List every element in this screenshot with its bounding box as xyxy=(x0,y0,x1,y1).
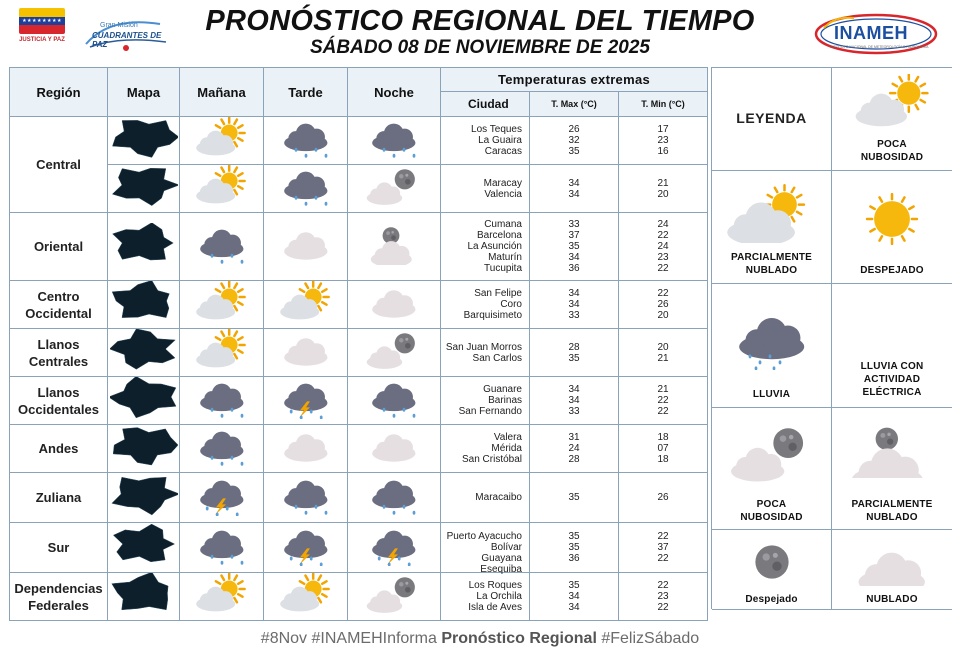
night-forecast-cell xyxy=(348,425,441,473)
gov-logo xyxy=(14,8,70,56)
legend-label xyxy=(712,593,831,606)
tmax-value: 34 xyxy=(568,299,580,310)
tmin-value: 16 xyxy=(657,146,669,157)
tmax-values xyxy=(530,573,619,621)
partly-icon xyxy=(276,281,336,328)
city-list xyxy=(441,425,530,473)
city-name: Barcelona xyxy=(476,230,522,241)
tmax-value: 34 xyxy=(568,602,580,613)
tmax-value: 28 xyxy=(568,341,580,353)
tmax-values xyxy=(530,281,619,329)
legend-label xyxy=(712,251,831,277)
tmin-value: 20 xyxy=(657,188,669,200)
tmin-values xyxy=(619,281,708,329)
tmax-value: 33 xyxy=(568,310,580,321)
morning-forecast-cell xyxy=(180,281,264,329)
legend-label-line: ACTIVIDAD xyxy=(863,374,921,385)
region-name-line: Occidental xyxy=(25,305,92,321)
rain-icon xyxy=(364,474,424,521)
tmax-values xyxy=(530,523,619,573)
table-row xyxy=(10,281,708,329)
legend-label-line: LLUVIA xyxy=(752,389,791,400)
region-name-line: Occidentales xyxy=(18,401,99,417)
city-name: Maturín xyxy=(488,252,522,263)
tmax-values xyxy=(530,165,619,213)
moon-few-icon xyxy=(364,165,424,212)
legend-label-line: Despejado xyxy=(745,594,798,605)
region-map-icon xyxy=(108,473,180,523)
morning-forecast-cell xyxy=(180,377,264,425)
city-name: Los Teques xyxy=(471,124,522,135)
region-map-icon xyxy=(108,165,180,213)
tmax-values xyxy=(530,329,619,377)
tmin-values xyxy=(619,117,708,165)
storm-icon xyxy=(364,524,424,571)
region-name-line: Centrales xyxy=(28,353,89,369)
tmin-values xyxy=(619,213,708,281)
tmin-values xyxy=(619,329,708,377)
tmin-value: 24 xyxy=(657,241,669,252)
table-row xyxy=(10,377,708,425)
tmax-value: 34 xyxy=(568,252,580,263)
cuadrantes-line2: CUADRANTES DE PAZ xyxy=(92,31,162,49)
morning-forecast-cell xyxy=(180,165,264,213)
header-map: Mapa xyxy=(108,68,180,117)
legend-label xyxy=(712,498,831,524)
tmin-value: 22 xyxy=(657,406,669,417)
city-name: Los Roques xyxy=(468,580,522,591)
forecast-table xyxy=(9,67,708,621)
city-name: San Carlos xyxy=(472,352,522,364)
tmax-value: 33 xyxy=(568,219,580,230)
header-tmax: T. Max (°C) xyxy=(530,92,619,117)
region-name-line: Central xyxy=(36,157,81,172)
tmax-value: 34 xyxy=(568,591,580,602)
rain-icon xyxy=(364,117,424,164)
legend-few-clouds-icon xyxy=(850,74,934,137)
legend-cloudy-icon xyxy=(846,540,938,591)
partly-icon xyxy=(192,573,252,620)
tmin-value: 18 xyxy=(657,454,669,465)
tmax-value: 34 xyxy=(568,188,580,200)
region-name xyxy=(10,425,108,473)
region-name xyxy=(10,473,108,523)
legend-item xyxy=(712,530,832,610)
tmax-value: 35 xyxy=(568,492,580,503)
city-name: Isla de Aves xyxy=(468,602,522,613)
city-list xyxy=(441,573,530,621)
region-name xyxy=(10,117,108,213)
night-forecast-cell xyxy=(348,377,441,425)
table-row xyxy=(10,425,708,473)
region-name-line: Andes xyxy=(38,441,79,456)
city-name: Caracas xyxy=(484,146,522,157)
city-name: Bolívar xyxy=(490,542,522,553)
city-list xyxy=(441,523,530,573)
afternoon-forecast-cell xyxy=(264,117,348,165)
legend-partly-icon xyxy=(720,181,824,248)
legend-panel xyxy=(711,67,952,609)
page-title-block xyxy=(180,6,780,59)
tmax-value: 35 xyxy=(568,352,580,364)
tmax-values xyxy=(530,473,619,523)
region-name-line: Dependencias xyxy=(14,580,103,596)
cuadrantes-logo xyxy=(80,14,172,52)
page-date: SÁBADO 08 DE NOVIEMBRE DE 2025 xyxy=(310,37,650,58)
legend-item xyxy=(832,68,952,171)
rain-icon xyxy=(192,524,252,571)
legend-label-line: PARCIALMENTE xyxy=(730,252,813,263)
city-list xyxy=(441,473,530,523)
city-name: Valera xyxy=(493,432,522,443)
storm-icon xyxy=(192,474,252,521)
morning-forecast-cell xyxy=(180,213,264,281)
region-map-icon xyxy=(108,377,180,425)
night-forecast-cell xyxy=(348,213,441,281)
night-forecast-cell xyxy=(348,329,441,377)
header-temperatures: Temperaturas extremas xyxy=(441,68,708,92)
tmax-values xyxy=(530,425,619,473)
legend-label-line: POCA xyxy=(877,139,907,150)
inameh-logo xyxy=(814,12,938,56)
afternoon-forecast-cell xyxy=(264,425,348,473)
city-name: San Fernando xyxy=(458,406,522,417)
city-name: Maracay xyxy=(483,177,522,189)
rain-icon xyxy=(276,165,336,212)
city-list xyxy=(441,165,530,213)
night-forecast-cell xyxy=(348,165,441,213)
region-map-icon xyxy=(108,329,180,377)
city-name: Barquisimeto xyxy=(463,310,522,321)
tmin-value: 22 xyxy=(657,553,669,564)
footer-part2: #FelizSábado xyxy=(596,630,700,647)
partly-icon xyxy=(276,573,336,620)
tmin-value: 20 xyxy=(657,341,669,353)
region-name-line: Federales xyxy=(28,597,89,613)
city-name: La Asunción xyxy=(467,241,522,252)
tmax-value: 31 xyxy=(568,432,580,443)
rain-icon xyxy=(364,377,424,424)
city-name: La Guaira xyxy=(478,135,522,146)
region-name xyxy=(10,281,108,329)
legend-label-line: NUBLADO xyxy=(745,265,798,276)
tmin-value: 20 xyxy=(657,310,669,321)
legend-label-line: NUBOSIDAD xyxy=(860,152,924,163)
city-name: Cumana xyxy=(484,219,522,230)
legend-item xyxy=(832,284,952,408)
tmax-value: 34 xyxy=(568,384,580,395)
cloudy-icon xyxy=(364,281,424,328)
region-map-icon xyxy=(108,523,180,573)
city-list xyxy=(441,377,530,425)
partly-icon xyxy=(192,281,252,328)
night-forecast-cell xyxy=(348,117,441,165)
tmax-value: 35 xyxy=(568,580,580,591)
morning-forecast-cell xyxy=(180,523,264,573)
inameh-brand: INAMEH xyxy=(834,23,908,43)
region-map-icon xyxy=(108,573,180,621)
table-row xyxy=(10,329,708,377)
legend-title-cell xyxy=(712,68,832,171)
morning-forecast-cell xyxy=(180,425,264,473)
legend-item xyxy=(712,408,832,530)
header-afternoon: Tarde xyxy=(264,68,348,117)
tmax-values xyxy=(530,117,619,165)
region-map-icon xyxy=(108,281,180,329)
tmax-value: 35 xyxy=(568,542,580,553)
table-row xyxy=(10,523,708,573)
rain-icon xyxy=(192,377,252,424)
storm-icon xyxy=(276,377,336,424)
city-name: Coro xyxy=(500,299,522,310)
table-row xyxy=(10,473,708,523)
tmin-value: 22 xyxy=(657,531,669,542)
moon-few-icon xyxy=(364,329,424,376)
header-tmin: T. Min (°C) xyxy=(619,92,708,117)
afternoon-forecast-cell xyxy=(264,281,348,329)
region-name-line: Centro xyxy=(37,288,80,304)
legend-moon-few-icon xyxy=(727,422,817,489)
legend-item xyxy=(712,171,832,284)
city-list xyxy=(441,281,530,329)
legend-label-line: LLUVIA CON xyxy=(860,361,924,372)
tmin-values xyxy=(619,523,708,573)
legend-label-line: ELÉCTRICA xyxy=(862,387,922,398)
tmin-value: 22 xyxy=(657,288,669,299)
tmin-value: 37 xyxy=(657,542,669,553)
tmax-value: 34 xyxy=(568,177,580,189)
region-map-icon xyxy=(108,117,180,165)
tmax-values xyxy=(530,377,619,425)
tmax-value: 26 xyxy=(568,124,580,135)
cloudy-icon xyxy=(276,329,336,376)
region-name xyxy=(10,377,108,425)
region-name-line: Oriental xyxy=(33,239,84,254)
region-name xyxy=(10,213,108,281)
tmin-value: 23 xyxy=(657,591,669,602)
morning-forecast-cell xyxy=(180,329,264,377)
region-name-line: Sur xyxy=(47,540,70,555)
venezuela-flag-icon: ★★★★★★★★ xyxy=(19,8,65,34)
rain-icon xyxy=(276,117,336,164)
legend-sun-icon xyxy=(852,187,932,256)
city-name: Mérida xyxy=(491,443,522,454)
region-name xyxy=(10,329,108,377)
legend-moon-icon xyxy=(746,536,798,593)
tmin-value: 23 xyxy=(657,135,669,146)
partly-icon xyxy=(192,117,252,164)
partly-icon xyxy=(192,329,252,376)
city-name: Puerto Ayacucho xyxy=(446,531,522,542)
tmin-values xyxy=(619,425,708,473)
partly-icon xyxy=(192,165,252,212)
region-map-icon xyxy=(108,213,180,281)
legend-item xyxy=(832,171,952,284)
region-name xyxy=(10,523,108,573)
afternoon-forecast-cell xyxy=(264,165,348,213)
footer-bold: Pronóstico Regional xyxy=(441,630,597,647)
city-name: Guayana Esequiba xyxy=(480,553,522,575)
moon-partly-icon xyxy=(364,223,424,270)
region-name-line: Llanos xyxy=(37,336,80,352)
tmin-value: 23 xyxy=(657,252,669,263)
tmin-value: 21 xyxy=(657,177,669,189)
tmax-value: 28 xyxy=(568,454,580,465)
afternoon-forecast-cell xyxy=(264,473,348,523)
tmin-value: 07 xyxy=(657,443,669,454)
afternoon-forecast-cell xyxy=(264,377,348,425)
rain-icon xyxy=(276,474,336,521)
table-row xyxy=(10,117,708,165)
cloudy-icon xyxy=(276,425,336,472)
tmin-value: 22 xyxy=(657,230,669,241)
city-name: San Felipe xyxy=(474,288,522,299)
tmax-values xyxy=(530,213,619,281)
tmin-value: 22 xyxy=(657,263,669,274)
legend-label-line: NUBOSIDAD xyxy=(740,512,803,523)
legend-label xyxy=(832,593,952,606)
legend-label xyxy=(832,138,952,164)
region-name-line: Zuliana xyxy=(35,490,82,505)
afternoon-forecast-cell xyxy=(264,213,348,281)
footer-hashtags xyxy=(0,630,960,648)
tmin-value: 21 xyxy=(657,384,669,395)
legend-title: LEYENDA xyxy=(736,110,807,126)
morning-forecast-cell xyxy=(180,117,264,165)
region-map-icon xyxy=(108,425,180,473)
header-city: Ciudad xyxy=(441,92,530,117)
legend-rain-icon xyxy=(727,308,817,375)
city-name: Barinas xyxy=(488,395,522,406)
night-forecast-cell xyxy=(348,473,441,523)
tmin-values xyxy=(619,377,708,425)
tmax-value: 34 xyxy=(568,288,580,299)
legend-item xyxy=(712,284,832,408)
storm-icon xyxy=(276,524,336,571)
afternoon-forecast-cell xyxy=(264,523,348,573)
moon-few-icon xyxy=(364,573,424,620)
tmax-value: 35 xyxy=(568,531,580,542)
legend-label xyxy=(712,388,831,401)
city-name: San Juan Morros xyxy=(445,341,522,353)
city-name: Maracaibo xyxy=(475,492,522,503)
tmin-value: 22 xyxy=(657,602,669,613)
morning-forecast-cell xyxy=(180,573,264,621)
tmax-value: 35 xyxy=(568,241,580,252)
region-name-line: Llanos xyxy=(37,384,80,400)
legend-label-line: POCA xyxy=(756,499,787,510)
inameh-sub: INSTITUTO NACIONAL DE METEOROLOGÍA E HIDROLOGÍA xyxy=(830,45,929,49)
tmax-value: 36 xyxy=(568,263,580,274)
legend-moon-partly-icon xyxy=(840,422,944,483)
table-row xyxy=(10,165,708,213)
header-night: Noche xyxy=(348,68,441,117)
region-name xyxy=(10,573,108,621)
gov-logo-text: JUSTICIA Y PAZ xyxy=(19,37,65,43)
tmin-value: 22 xyxy=(657,395,669,406)
afternoon-forecast-cell xyxy=(264,329,348,377)
city-list xyxy=(441,213,530,281)
tmin-values xyxy=(619,573,708,621)
cuadrantes-line1: Gran Misión xyxy=(100,22,138,29)
tmin-value: 26 xyxy=(657,492,669,503)
table-row xyxy=(10,573,708,621)
tmin-value: 22 xyxy=(657,580,669,591)
header-morning: Mañana xyxy=(180,68,264,117)
tmin-value: 17 xyxy=(657,124,669,135)
city-name: La Orchila xyxy=(476,591,522,602)
tmin-value: 18 xyxy=(657,432,669,443)
city-list xyxy=(441,329,530,377)
tmax-value: 34 xyxy=(568,395,580,406)
tmin-values xyxy=(619,473,708,523)
legend-item xyxy=(832,408,952,530)
city-name: Valencia xyxy=(484,188,522,200)
cloudy-icon xyxy=(364,425,424,472)
afternoon-forecast-cell xyxy=(264,573,348,621)
tmax-value: 37 xyxy=(568,230,580,241)
tmin-values xyxy=(619,165,708,213)
tmax-value: 32 xyxy=(568,135,580,146)
night-forecast-cell xyxy=(348,281,441,329)
legend-label-line: NUBLADO xyxy=(866,512,918,523)
city-name: Guanare xyxy=(483,384,522,395)
tmin-value: 21 xyxy=(657,352,669,364)
tmax-value: 33 xyxy=(568,406,580,417)
footer-part1: #8Nov #INAMEHInforma xyxy=(260,630,442,647)
cloudy-icon xyxy=(276,223,336,270)
legend-label xyxy=(832,264,952,277)
tmax-value: 36 xyxy=(568,553,580,564)
legend-label-line: DESPEJADO xyxy=(860,265,924,276)
tmax-value: 24 xyxy=(568,443,580,454)
table-row xyxy=(10,213,708,281)
header-region: Región xyxy=(10,68,108,117)
city-name: Tucupita xyxy=(484,263,522,274)
legend-label xyxy=(832,360,952,399)
tmax-value: 35 xyxy=(568,146,580,157)
tmin-value: 26 xyxy=(657,299,669,310)
legend-label-line: NUBLADO xyxy=(866,594,918,605)
legend-label xyxy=(832,498,952,524)
rain-icon xyxy=(192,425,252,472)
page-title: PRONÓSTICO REGIONAL DEL TIEMPO xyxy=(205,5,755,37)
night-forecast-cell xyxy=(348,573,441,621)
rain-icon xyxy=(192,223,252,270)
legend-label-line: PARCIALMENTE xyxy=(851,499,933,510)
tmin-value: 24 xyxy=(657,219,669,230)
legend-item xyxy=(832,530,952,610)
city-list xyxy=(441,117,530,165)
night-forecast-cell xyxy=(348,523,441,573)
morning-forecast-cell xyxy=(180,473,264,523)
city-name: San Cristóbal xyxy=(461,454,522,465)
